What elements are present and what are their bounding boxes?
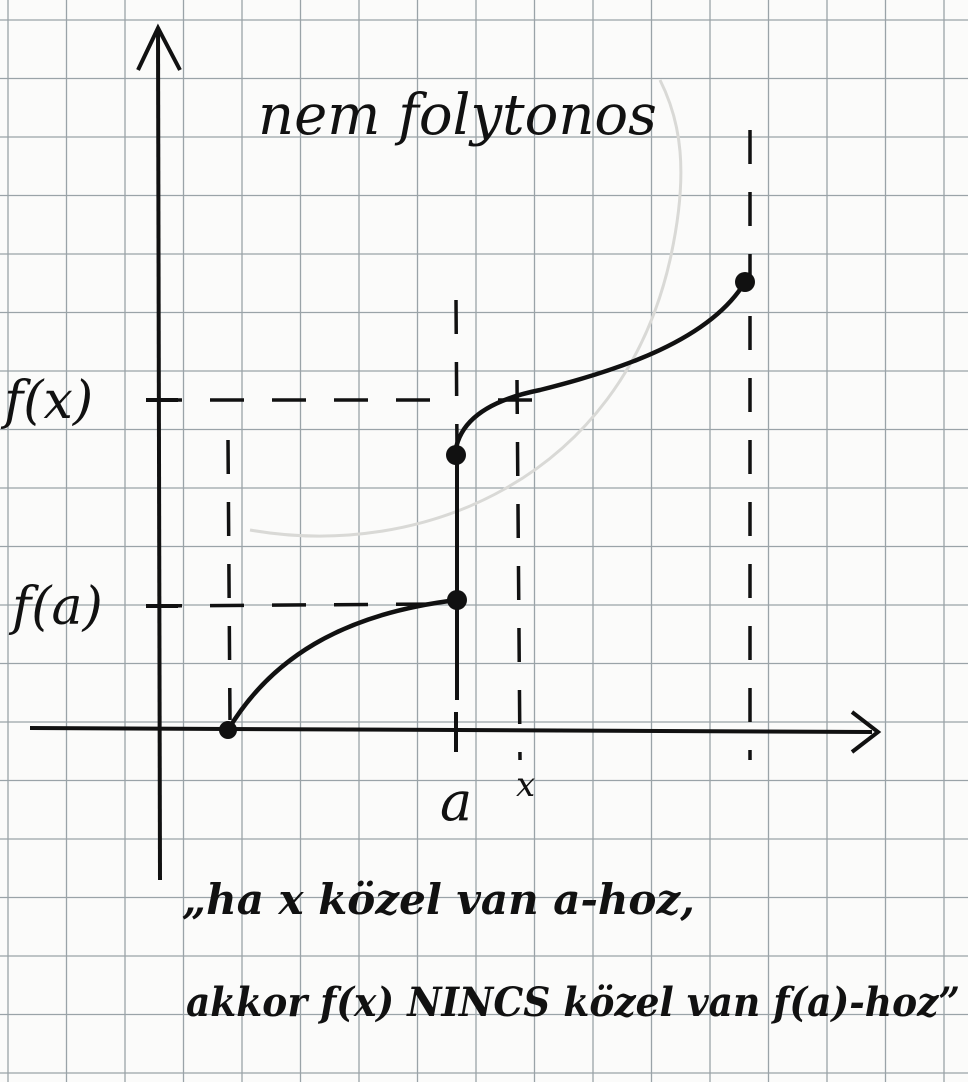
label-fa: f(a) bbox=[12, 577, 103, 637]
caption-line-1: „ha x közel van a-hoz, bbox=[182, 875, 695, 924]
caption-line-2: akkor f(x) NINCS közel van f(a)-hoz” bbox=[186, 979, 960, 1026]
label-fx: f(x) bbox=[4, 371, 94, 431]
end-point bbox=[735, 272, 755, 292]
right-limit-point bbox=[446, 445, 466, 465]
function-left-branch bbox=[228, 600, 457, 730]
label-a: a bbox=[440, 770, 473, 833]
label-x: x bbox=[516, 765, 536, 805]
dashed-left-vertical bbox=[228, 440, 230, 720]
dashed-guides bbox=[148, 130, 750, 760]
erased-curve-trace bbox=[250, 80, 681, 536]
diagram-title: nem folytonos bbox=[258, 83, 657, 148]
start-point bbox=[219, 721, 237, 739]
dashed-x-vertical bbox=[517, 380, 520, 760]
y-axis bbox=[138, 28, 180, 880]
dashed-a-vertical-top bbox=[456, 300, 457, 450]
point-a-fa bbox=[447, 590, 467, 610]
